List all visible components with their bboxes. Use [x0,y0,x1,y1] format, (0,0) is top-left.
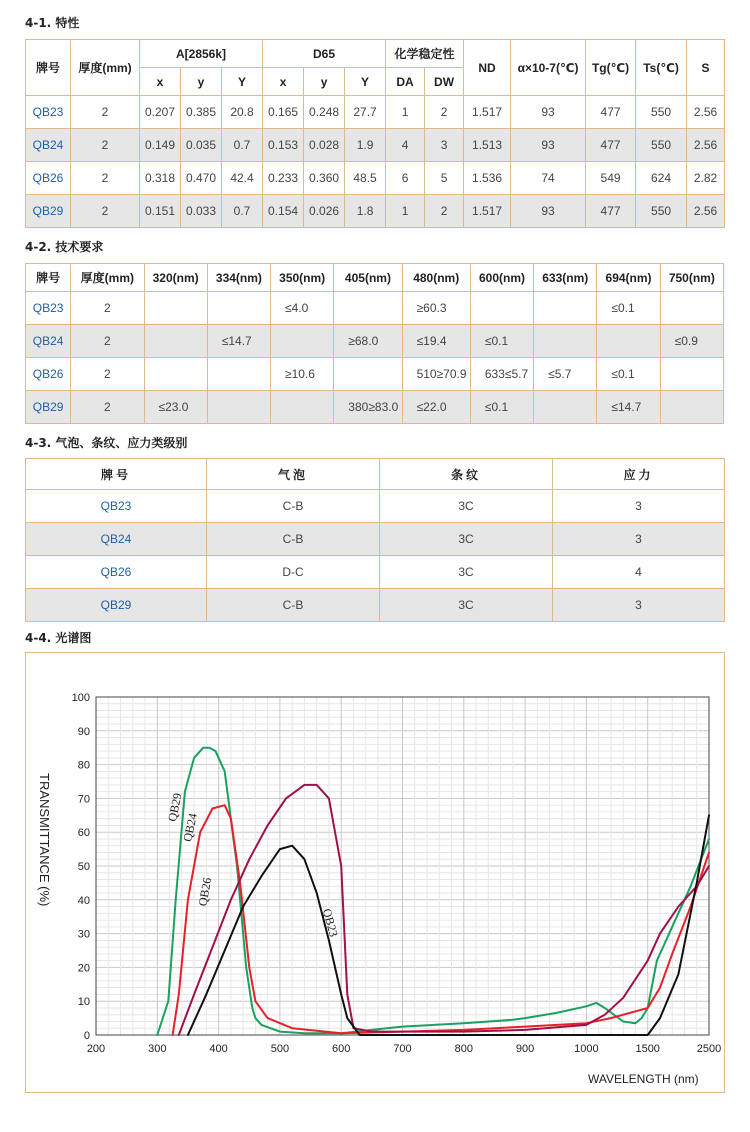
cell: 1 [386,96,425,129]
header-ts: Ts(℃) [636,40,687,96]
table-row [26,195,725,228]
cell: 510≥70.9 [402,358,470,391]
cell: ≤4.0 [271,292,334,325]
cell: ≥60.3 [402,292,470,325]
cell: 4 [386,129,425,162]
cell: 27.7 [345,96,386,129]
cell: 3 [553,523,725,556]
cell: 550 [636,96,687,129]
cell [144,292,207,325]
cell: 2 [71,391,144,424]
table-row [26,523,725,556]
header-cell: 气泡 [207,459,380,490]
bubble-stripe-stress-table [25,458,725,622]
series-line-qb26 [179,785,709,1035]
cell: 2 [71,358,144,391]
cell [597,325,660,358]
y-tick-label: 0 [83,1030,90,1042]
cell: 550 [636,195,687,228]
cell: 2 [425,195,464,228]
cell: 0.385 [181,96,222,129]
y-axis-label: TRANSMITTANCE (%) [37,773,52,907]
brand-cell: QB23 [26,490,207,523]
series-line-qb23 [188,815,709,1035]
cell [660,292,723,325]
cell: 0.149 [140,129,181,162]
header-nd: ND [464,40,511,96]
cell: 48.5 [345,162,386,195]
cell: 2 [71,292,144,325]
cell: 2.56 [687,195,725,228]
subheader-a-x: x [140,68,181,96]
cell: 2 [71,195,140,228]
y-tick-label: 20 [77,962,90,975]
cell [271,325,334,358]
series-label-qb24: QB24 [180,811,200,843]
cell: 2 [71,129,140,162]
cell: 3C [380,490,553,523]
cell: 549 [586,162,636,195]
header-s: S [687,40,725,96]
cell: 20.8 [222,96,263,129]
series-label-qb23: QB23 [319,907,341,939]
header-cell: 牌号 [26,264,71,292]
subheader-a-y: y [181,68,222,96]
header-cell: 牌号 [26,459,207,490]
brand-cell: QB23 [26,292,71,325]
cell [534,292,597,325]
brand-cell: QB24 [26,523,207,556]
properties-table [25,39,725,228]
cell: ≤0.9 [660,325,723,358]
cell [271,391,334,424]
x-tick-label: 700 [393,1043,412,1055]
cell [660,358,723,391]
cell: ≤23.0 [144,391,207,424]
cell: 5 [425,162,464,195]
x-tick-label: 300 [148,1043,167,1055]
table-row [26,129,725,162]
cell: 0.033 [181,195,222,228]
cell: 3 [553,589,725,622]
header-cell: 应力 [553,459,725,490]
table-row [26,162,725,195]
x-axis-label: WAVELENGTH (nm) [588,1072,699,1086]
section-title-4: 4-4. 光谱图 [25,631,92,645]
section-title-2: 4-2. 技术要求 [25,240,104,254]
cell: 74 [511,162,586,195]
cell: 2 [71,162,140,195]
cell: 93 [511,195,586,228]
spectrum-chart [25,652,725,1093]
cell: 2 [71,325,144,358]
table-row [26,589,725,622]
y-tick-label: 40 [77,894,90,907]
subheader-d65-x: x [263,68,304,96]
cell [470,292,533,325]
cell [144,325,207,358]
header-cell: 750(nm) [660,264,723,292]
header-thickness: 厚度(mm) [71,40,140,96]
cell [334,358,402,391]
y-tick-label: 50 [77,861,90,873]
cell: ≥10.6 [271,358,334,391]
cell: C-B [207,490,380,523]
spectrum-chart-svg [26,653,724,1092]
cell: 477 [586,195,636,228]
brand-cell: QB26 [26,162,71,195]
cell: ≥68.0 [334,325,402,358]
cell [144,358,207,391]
cell: 2.56 [687,96,725,129]
cell: 380≥83.0 [334,391,402,424]
cell: 3C [380,589,553,622]
header-cell: 320(nm) [144,264,207,292]
y-tick-label: 80 [77,759,90,772]
brand-cell: QB29 [26,589,207,622]
cell: 1.517 [464,96,511,129]
x-tick-label: 500 [270,1043,290,1055]
brand-cell: QB23 [26,96,71,129]
cell: 1.536 [464,162,511,195]
header-d65: D65 [263,40,386,68]
cell: 42.4 [222,162,263,195]
cell: 633≤5.7 [470,358,533,391]
cell: 6 [386,162,425,195]
y-tick-label: 10 [77,996,90,1009]
cell: 2 [425,96,464,129]
cell: 0.165 [263,96,304,129]
cell [660,391,723,424]
x-tick-label: 400 [209,1043,228,1055]
cell: 0.233 [263,162,304,195]
cell: ≤0.1 [470,391,533,424]
y-tick-label: 60 [77,827,90,840]
cell: ≤22.0 [402,391,470,424]
cell: 1.513 [464,129,511,162]
cell: 550 [636,129,687,162]
cell: 1.9 [345,129,386,162]
cell [534,325,597,358]
cell: 3C [380,523,553,556]
y-tick-label: 100 [71,692,90,704]
table-row [26,490,725,523]
cell: 3 [425,129,464,162]
cell: 624 [636,162,687,195]
cell: 0.318 [140,162,181,195]
cell: ≤0.1 [597,358,660,391]
cell [334,292,402,325]
brand-cell: QB29 [26,195,71,228]
cell: 93 [511,129,586,162]
subheader-d65-Y: Y [345,68,386,96]
cell [207,391,270,424]
x-tick-label: 2500 [696,1043,722,1055]
x-tick-label: 800 [454,1043,473,1055]
header-cell: 480(nm) [402,264,470,292]
header-cell: 694(nm) [597,264,660,292]
cell: ≤0.1 [470,325,533,358]
x-tick-label: 600 [332,1043,351,1055]
x-tick-label: 900 [515,1043,535,1055]
cell: 1 [386,195,425,228]
table-row [26,96,725,129]
cell: 0.151 [140,195,181,228]
cell: 477 [586,129,636,162]
cell: 2.82 [687,162,725,195]
cell: 0.207 [140,96,181,129]
cell: 2.56 [687,129,725,162]
subheader-d65-y: y [304,68,345,96]
x-tick-label: 1500 [635,1043,660,1055]
series-label-qb26: QB26 [195,876,215,908]
cell: 1.517 [464,195,511,228]
section-title-3: 4-3. 气泡、条纹、应力类级别 [25,436,188,450]
cell: 4 [553,556,725,589]
section-title-1: 4-1. 特性 [25,16,80,30]
x-tick-label: 1000 [574,1043,599,1055]
table-row [26,292,724,325]
cell: 0.154 [263,195,304,228]
cell [534,391,597,424]
cell: 2 [71,96,140,129]
cell: 3 [553,490,725,523]
cell: D-C [207,556,380,589]
header-alpha: α×10-7(℃) [511,40,586,96]
subheader-dw: DW [425,68,464,96]
header-cell: 350(nm) [271,264,334,292]
header-chemical-stability: 化学稳定性 [386,40,464,68]
cell: ≤14.7 [597,391,660,424]
y-tick-label: 70 [77,793,90,806]
cell: C-B [207,523,380,556]
header-a2856k: A[2856k] [140,40,263,68]
brand-cell: QB24 [26,129,71,162]
cell: 1.8 [345,195,386,228]
brand-cell: QB24 [26,325,71,358]
table-row [26,556,725,589]
header-cell: 633(nm) [534,264,597,292]
cell: 0.028 [304,129,345,162]
header-tg: Tg(℃) [586,40,636,96]
y-tick-label: 90 [77,725,90,738]
header-cell: 厚度(mm) [71,264,144,292]
cell: 0.360 [304,162,345,195]
cell: 0.7 [222,129,263,162]
header-cell: 条纹 [380,459,553,490]
cell: 0.026 [304,195,345,228]
cell: ≤14.7 [207,325,270,358]
cell: 3C [380,556,553,589]
cell: ≤0.1 [597,292,660,325]
header-cell: 334(nm) [207,264,270,292]
cell: 0.470 [181,162,222,195]
header-cell: 405(nm) [334,264,402,292]
cell: 477 [586,96,636,129]
subheader-da: DA [386,68,425,96]
table-row [26,325,724,358]
cell: ≤5.7 [534,358,597,391]
technical-requirements-table [25,263,724,424]
header-cell: 600(nm) [470,264,533,292]
cell: ≤19.4 [402,325,470,358]
cell [207,292,270,325]
cell: 0.7 [222,195,263,228]
x-tick-label: 200 [86,1043,106,1055]
brand-cell: QB29 [26,391,71,424]
y-tick-label: 30 [77,928,90,941]
cell: 0.035 [181,129,222,162]
brand-cell: QB26 [26,358,71,391]
table-row [26,358,724,391]
cell: 0.153 [263,129,304,162]
brand-cell: QB26 [26,556,207,589]
cell: 0.248 [304,96,345,129]
table-row [26,391,724,424]
series-label-qb29: QB29 [164,791,185,823]
cell: C-B [207,589,380,622]
header-brand: 牌号 [26,40,71,96]
cell: 93 [511,96,586,129]
subheader-a-Y: Y [222,68,263,96]
cell [207,358,270,391]
